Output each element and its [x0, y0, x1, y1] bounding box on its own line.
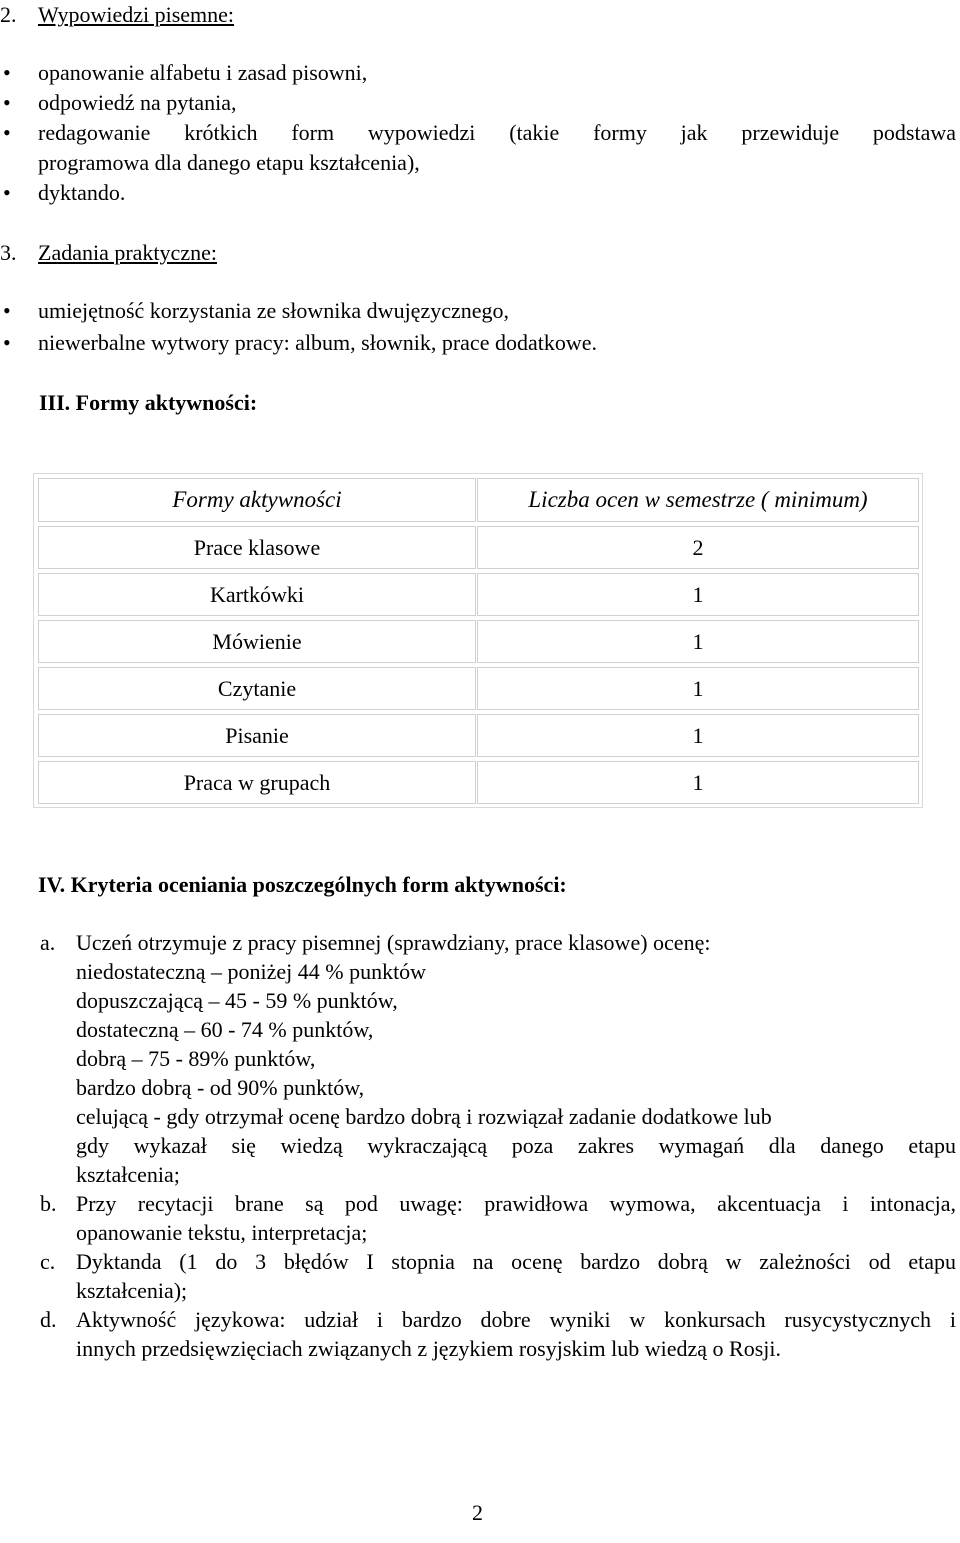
list-label-d: d. — [40, 1307, 57, 1332]
criteria-line: gdy wykazał się wiedzą wykraczającą poza zakres wymagań dla danego etapu — [76, 1133, 956, 1158]
criteria-line: bardzo dobrą - od 90% punktów, — [76, 1075, 365, 1100]
table-cell: Pisanie — [38, 714, 476, 757]
list-label-a: a. — [40, 930, 56, 955]
criteria-line: innych przedsięwzięciach związanych z językiem rosyjskim lub wiedzą o Rosji. — [76, 1336, 781, 1361]
table-cell: Prace klasowe — [38, 526, 476, 569]
criteria-line: Aktywność językowa: udział i bardzo dobre wyniki w konkursach rusycystycznych i — [76, 1307, 956, 1332]
list-item: redagowanie krótkich form wypowiedzi (takie formy jak przewiduje podstawa — [38, 120, 956, 145]
criteria-line: celującą - gdy otrzymał ocenę bardzo dobrą i rozwiązał zadanie dodatkowe lub — [76, 1104, 772, 1129]
criteria-line: niedostateczną – poniżej 44 % punktów — [76, 959, 427, 984]
table-cell: Czytanie — [38, 667, 476, 710]
section-2-number: 2. — [0, 2, 17, 27]
criteria-line: Dyktanda (1 do 3 błędów I stopnia na ocenę bardzo dobrą w zależności od etapu — [76, 1249, 956, 1274]
criteria-line: kształcenia; — [76, 1162, 180, 1187]
bullet-icon: • — [3, 120, 11, 145]
table-cell: 1 — [477, 667, 919, 710]
criteria-line: dopuszczającą – 45 - 59 % punktów, — [76, 988, 398, 1013]
section-3-number: 3. — [0, 240, 17, 265]
table-header: Formy aktywności — [38, 478, 476, 522]
criteria-line: dobrą – 75 - 89% punktów, — [76, 1046, 316, 1071]
bullet-icon: • — [3, 330, 11, 355]
table-cell: 2 — [477, 526, 919, 569]
list-item: opanowanie alfabetu i zasad pisowni, — [38, 60, 368, 85]
list-item: odpowiedź na pytania, — [38, 90, 237, 115]
criteria-line: opanowanie tekstu, interpretacja; — [76, 1220, 368, 1245]
criteria-line: Uczeń otrzymuje z pracy pisemnej (sprawdziany, prace klasowe) ocenę: — [76, 930, 711, 955]
bullet-icon: • — [3, 298, 11, 323]
bullet-icon: • — [3, 90, 11, 115]
list-item: dyktando. — [38, 180, 126, 205]
criteria-line: dostateczną – 60 - 74 % punktów, — [76, 1017, 374, 1042]
table-cell: 1 — [477, 620, 919, 663]
table-cell: Mówienie — [38, 620, 476, 663]
section-3-heading: Zadania praktyczne: — [38, 240, 217, 265]
table-cell: 1 — [477, 714, 919, 757]
section-IV-heading: IV. Kryteria oceniania poszczególnych form aktywności: — [38, 872, 567, 897]
table-header: Liczba ocen w semestrze ( minimum) — [477, 478, 919, 522]
activity-table — [33, 473, 923, 808]
table-cell: 1 — [477, 573, 919, 616]
criteria-line: Przy recytacji brane są pod uwagę: prawidłowa wymowa, akcentuacja i intonacja, — [76, 1191, 956, 1216]
list-label-c: c. — [40, 1249, 56, 1274]
section-III-heading: III. Formy aktywności: — [39, 390, 258, 415]
criteria-line: kształcenia); — [76, 1278, 188, 1303]
list-label-b: b. — [40, 1191, 57, 1216]
section-2-heading: Wypowiedzi pisemne: — [38, 2, 235, 27]
bullet-icon: • — [3, 180, 11, 205]
list-item: umiejętność korzystania ze słownika dwujęzycznego, — [38, 298, 510, 323]
table-cell: Kartkówki — [38, 573, 476, 616]
table-cell: Praca w grupach — [38, 761, 476, 804]
list-item: niewerbalne wytwory pracy: album, słownik, prace dodatkowe. — [38, 330, 597, 355]
list-item-continuation: programowa dla danego etapu kształcenia), — [38, 150, 420, 175]
page-number: 2 — [472, 1500, 483, 1525]
bullet-icon: • — [3, 60, 11, 85]
table-cell: 1 — [477, 761, 919, 804]
